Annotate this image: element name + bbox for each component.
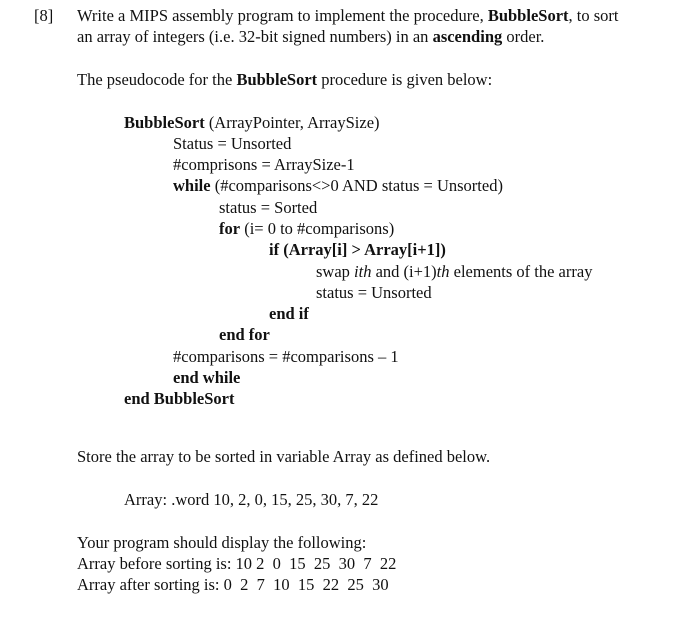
intro-line-1	[77, 6, 618, 26]
for-keyword: for	[219, 219, 241, 238]
intro-text: Write a MIPS assembly program to implement the procedure,	[77, 6, 488, 25]
pseudocode-if	[269, 240, 446, 260]
procedure-name: BubbleSort	[487, 6, 569, 25]
swap-text: th	[436, 262, 450, 281]
pseudocode-line: #comprisons = ArraySize-1	[173, 155, 355, 174]
end-if-keyword: end if	[269, 304, 309, 323]
display-instruction: Your program should display the following:	[77, 533, 367, 552]
for-condition: (i= 0 to #comparisons)	[240, 219, 395, 238]
while-condition: (#comparisons<>0 AND status = Unsorted)	[210, 176, 503, 195]
expected-output-after: Array after sorting is: 0 2 7 10 15 22 25 30	[77, 575, 389, 594]
array-definition: Array: .word 10, 2, 0, 15, 25, 30, 7, 22	[124, 490, 379, 509]
swap-text: ith	[354, 262, 372, 281]
pseudocode-header	[124, 113, 380, 133]
swap-text: swap	[316, 262, 355, 281]
intro-line-2	[77, 27, 544, 47]
swap-text: elements of the array	[449, 262, 593, 281]
pseudocode-end-for	[219, 325, 270, 345]
pseudocode-line: status = Sorted	[219, 198, 318, 217]
pseudocode-end-if	[269, 304, 309, 324]
procedure-args: (ArrayPointer, ArraySize)	[204, 113, 380, 132]
intro-text: an array of integers (i.e. 32-bit signed numbers) in an	[77, 27, 433, 46]
pseudocode-intro	[77, 70, 492, 90]
while-keyword: while	[173, 176, 211, 195]
pseudocode-swap	[316, 262, 592, 282]
expected-output-before: Array before sorting is: 10 2 0 15 25 30 7 22	[77, 554, 397, 573]
pseudocode-end-proc	[124, 389, 235, 409]
sort-order: ascending	[432, 27, 503, 46]
if-line: if (Array[i] > Array[i+1])	[269, 240, 446, 259]
pseudocode-while	[173, 176, 503, 196]
store-instruction: Store the array to be sorted in variable Array as defined below.	[77, 447, 491, 466]
pseudocode-for	[219, 219, 394, 239]
pseudocode-line: status = Unsorted	[316, 283, 432, 302]
swap-text: and (i+1)	[371, 262, 437, 281]
pseudo-intro-text: The pseudocode for the	[77, 70, 237, 89]
end-while-keyword: end while	[173, 368, 241, 387]
procedure-name: BubbleSort	[236, 70, 318, 89]
pseudocode-line: Status = Unsorted	[173, 134, 292, 153]
end-proc-keyword: end BubbleSort	[124, 389, 235, 408]
pseudocode-end-while	[173, 368, 240, 388]
procedure-name: BubbleSort	[124, 113, 205, 132]
end-for-keyword: end for	[219, 325, 270, 344]
marks-label: [8]	[34, 6, 54, 25]
intro-text: order.	[502, 27, 545, 46]
pseudo-intro-text: procedure is given below:	[317, 70, 493, 89]
pseudocode-line: #comparisons = #comparisons – 1	[173, 347, 399, 366]
intro-text: , to sort	[568, 6, 619, 25]
